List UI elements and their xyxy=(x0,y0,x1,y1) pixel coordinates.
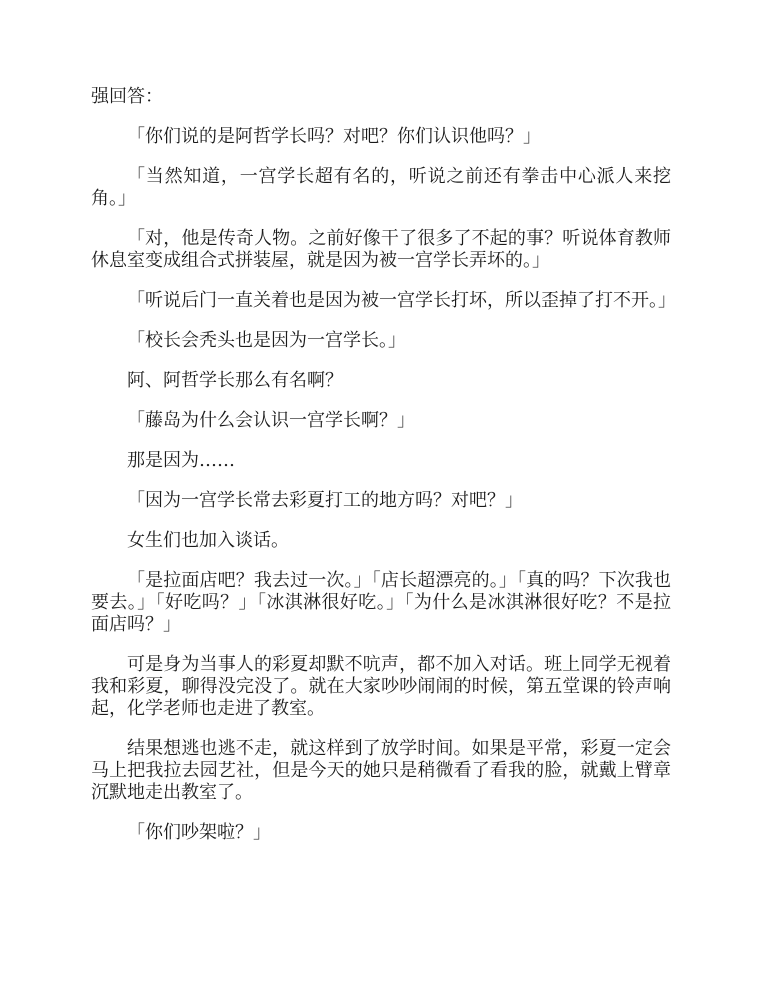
paragraph: 阿、阿哲学长那么有名啊？ xyxy=(127,370,343,391)
paragraph: 强回答： xyxy=(91,86,163,107)
paragraph: 那是因为…… xyxy=(127,450,235,471)
paragraph: 「因为一宫学长常去彩夏打工的地方吗？对吧？」 xyxy=(127,490,523,511)
paragraph: 「听说后门一直关着也是因为被一宫学长打坏，所以歪掉了打不开。」 xyxy=(127,290,676,311)
paragraph: 女生们也加入谈话。 xyxy=(127,530,289,551)
paragraph: 结果想逃也逃不走，就这样到了放学时间。如果是平常，彩夏一定会马上把我拉去园艺社，但是今天的她只是稍微看了看我的脸，就戴上臂章沉默地走出教室了。 xyxy=(91,738,671,803)
paragraph: 「对，他是传奇人物。之前好像干了很多了不起的事？听说体育教师休息室变成组合式拼装屋，就是因为被一宫学长弄坏的。」 xyxy=(91,228,671,271)
paragraph: 「藤岛为什么会认识一宫学长啊？」 xyxy=(127,410,415,431)
paragraph: 「是拉面店吧？我去过一次。」「店长超漂亮的。」「真的吗？下次我也要去。」「好吃吗？」「冰淇淋很好吃。」「为什么是冰淇淋很好吃？不是拉面店吗？」 xyxy=(91,570,671,635)
paragraph: 「校长会秃头也是因为一宫学长。」 xyxy=(127,330,406,351)
paragraph: 可是身为当事人的彩夏却默不吭声，都不加入对话。班上同学无视着我和彩夏，聊得没完没了。就在大家吵吵闹闹的时候，第五堂课的铃声响起，化学老师也走进了教室。 xyxy=(91,654,671,719)
paragraph: 「你们说的是阿哲学长吗？对吧？你们认识他吗？」 xyxy=(127,126,541,147)
document-page xyxy=(91,86,676,862)
paragraph: 「你们吵架啦？」 xyxy=(127,822,271,843)
paragraph: 「当然知道，一宫学长超有名的，听说之前还有拳击中心派人来挖角。」 xyxy=(91,166,671,209)
